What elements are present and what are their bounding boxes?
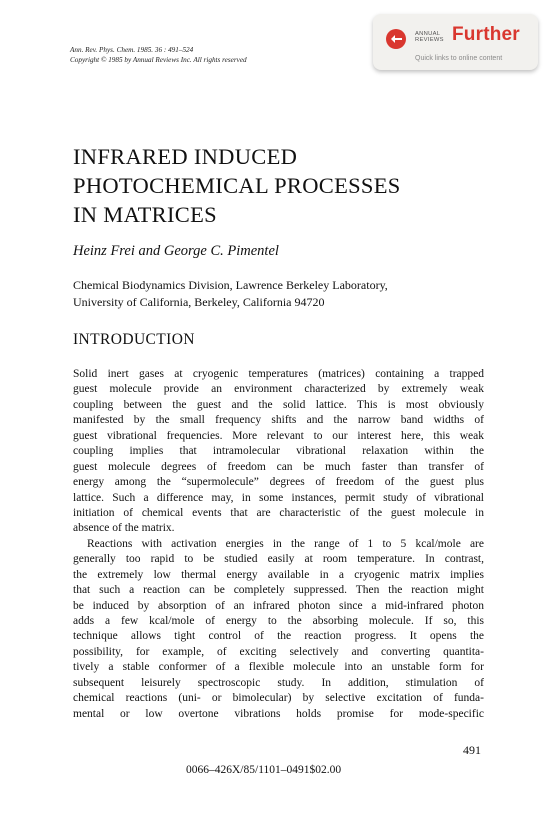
further-wordmark: Further <box>452 24 520 45</box>
article-authors: Heinz Frei and George C. Pimentel <box>73 243 279 259</box>
body-line: guest vibrational frequencies. More relevant to our interest here, this weak <box>73 429 484 442</box>
title-line: INFRARED INDUCED <box>73 144 298 169</box>
section-heading: INTRODUCTION <box>73 331 195 348</box>
annual-reviews-wordmark: ANNUAL REVIEWS <box>415 31 444 44</box>
body-line: tively a stable conformer of a flexible molecule into an unstable form for <box>73 661 484 674</box>
body-line: technique allows tight control of the reaction progress. It opens the <box>73 630 484 643</box>
body-line: that such a reaction can be completely suppressed. Then the reaction might <box>73 584 484 597</box>
citation-copyright-line: Copyright © 1985 by Annual Reviews Inc. All rights reserved <box>70 55 247 64</box>
body-line: chemical reactions (uni- or bimolecular) by selective excitation of funda- <box>73 692 484 705</box>
body-line: Reactions with activation energies in the range of 1 to 5 kcal/mole are <box>87 537 484 550</box>
journal-citation <box>70 46 247 65</box>
body-line: energy among the “supermolecule” degrees of freedom of the guest plus <box>73 476 484 489</box>
body-line: be induced by absorption of an infrared photon since a mid-infrared photon <box>73 599 484 612</box>
title-line: PHOTOCHEMICAL PROCESSES <box>73 173 401 198</box>
body-text <box>73 367 484 722</box>
body-line: guest molecule provide an environment characterized by extremely weak <box>73 383 484 396</box>
footer-code: 0066–426X/85/1101–0491$02.00 <box>186 764 342 776</box>
body-line: generally too rapid to be studied easily at room temperature. In contrast, <box>73 553 484 566</box>
body-line: subsequent leisurely spectroscopic study. In addition, stimulation of <box>73 676 484 689</box>
further-quick-links-badge[interactable] <box>373 14 538 70</box>
body-line: initiation of chemical events that are characteristic of the guest molecule in <box>73 506 484 519</box>
affiliation-line: Chemical Biodynamics Division, Lawrence Berkeley Laboratory, <box>73 278 388 292</box>
body-line: the extremely low thermal energy available in a cryogenic matrix implies <box>73 568 484 581</box>
page-number: 491 <box>463 743 481 757</box>
body-line: coupling between the guest and the solid lattice. This is most obviously <box>73 398 484 411</box>
body-line: lattice. Such a difference may, in some instances, permit study of vibrational <box>73 491 484 504</box>
author-affiliation <box>73 277 388 311</box>
further-subtitle: Quick links to online content <box>415 55 503 62</box>
body-line: possibility, for example, of exciting selectively and converting quantita- <box>73 645 484 658</box>
body-line: coupling implies that intramolecular vibrational relaxation within the <box>73 445 484 458</box>
citation-journal-line: Ann. Rev. Phys. Chem. 1985. 36 : 491–524 <box>70 46 194 54</box>
body-line: guest molecule degrees of freedom can be much faster than transfer of <box>73 460 484 473</box>
affiliation-line: University of California, Berkeley, California 94720 <box>73 295 325 309</box>
body-line: mental or low overtone vibrations holds promise for mode-specific <box>73 707 484 720</box>
article-title <box>73 142 401 229</box>
body-line: adds a few kcal/mole of energy to the absorbing molecule. If so, this <box>73 615 484 627</box>
annual-reviews-logo-icon <box>383 27 411 51</box>
body-line: Solid inert gases at cryogenic temperatures (matrices) containing a trapped <box>73 368 484 380</box>
body-line: absence of the matrix. <box>73 522 175 535</box>
title-line: IN MATRICES <box>73 202 217 227</box>
body-line: manifested by the small frequency shifts and the narrow band widths of <box>73 414 484 427</box>
